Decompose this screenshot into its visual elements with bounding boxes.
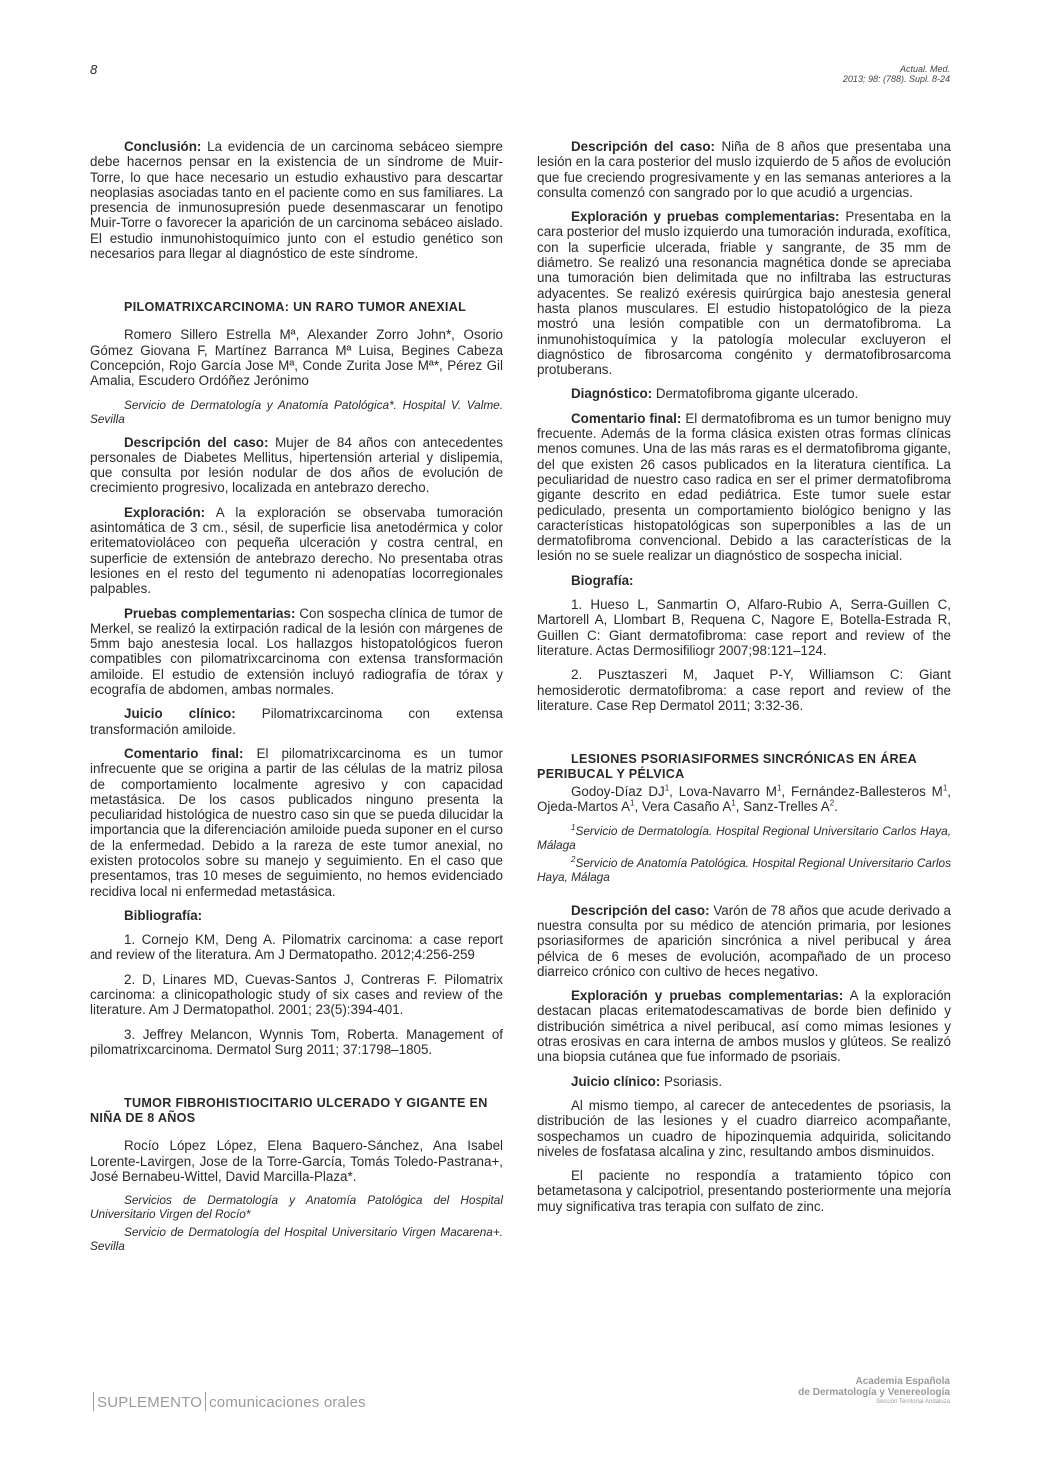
footer-section-label [90,1392,366,1411]
section-text: El pilomatrixcarcinoma es un tumor infrecuente que se origina a partir de las células de la matriz pilosa de comportamiento localmente agresivo y con capacidad metastásica. De los casos publicados ninguno presenta la peculiaridad histológica de nuestro caso sin que se pueda dilucidar la importancia que la diferenciación amiloide pueda suponer en el curso de la enfermedad. Debido a la rareza de este tumor anexial, no existen protocolos sobre su manejo y seguimiento. En el caso que presentamos, tras 10 meses de seguimiento, no hemos evidenciado recidiva local ni enfermedad metastásica. [90,745,503,899]
section-text: Niña de 8 años que presentaba una lesión en la cara posterior del muslo izquierdo de 5 años de evolución que fue creciendo progresivamente y en las semanas anteriores a la consulta comenzó con sangrado por lo que acudió a urgencias. [537,139,952,200]
section-label: Comentario final: [124,745,244,761]
section-label: Pruebas complementarias: [124,605,296,621]
section-label: Exploración: [124,504,206,520]
author: , Ojeda-Martos A [537,784,951,815]
affiliation-sup: 2 [571,854,576,864]
affiliation-text: Servicio de Anatomía Patológica. Hospital Regional Universitario Carlos Haya, Málaga [537,855,951,884]
author-sup: 1 [776,783,782,793]
clinical-judgment [90,706,503,737]
article-affiliation: Servicio de Dermatología y Anatomía Patológica*. Hospital V. Valme. Sevilla [90,397,503,426]
section-text: Psoriasis. [660,1073,723,1089]
article-affiliation: Servicio de Dermatología del Hospital Universitario Virgen Macarena+. Sevilla [90,1225,503,1254]
conclusion-paragraph [90,139,503,261]
section-text: A la exploración destacan placas eritematodescamativas de borde bien definido y distribución simétrica a nivel peribucal, así como mimas lesiones y otras erosivas en cara interna de ambos muslos y glúteos. Se realizó una biopsia cutánea que fue informado de psoriais. [537,988,951,1065]
article-authors: Romero Sillero Estrella Mª, Alexander Zorro John*, Osorio Gómez Giovana F, Martínez Barranca Mª Luisa, Begines Cabeza Concepción, Rojo García Jose Mª, Conde Zurita Jose Mª*, Pérez Gil Amalia, Escudero Ordóñez Jerónimo [90,327,503,389]
reference-item: 1. Hueso L, Sanmartin O, Alfaro-Rubio A, Serra-Guillen C, Martorell A, Llombart B, Requena C, Nagore E, Botella-Estrada R, Guillen C: Giant dermatofibroma: case report and review of the literature. Actas Dermosifiliogr 2007;98:121–124. [537,597,951,658]
reference-item: 2. Pusztaszeri M, Jaquet P-Y, Williamson C: Giant hemosiderotic dermatofibroma: a case report and review of the literature. Case Rep Dermatol 2011; 3:32-36. [537,667,951,713]
case-description [537,139,951,200]
exploration-tests [537,209,951,377]
page-number: 8 [90,62,98,77]
academy-subline: Sección Territorial Andaluza [876,1399,950,1405]
academy-logo [798,1376,950,1407]
section-text: A la exploración se observaba tumoración asintomática de 3 cm., sésil, de superficie lisa anetodérmica y color eritematovioláceo con pequeña ulceración y costra central, en superficie de extensión de antebrazo derecho. No presentaba otras lesiones en el resto del tegumento ni adenopatías locorregionales palpables. [90,504,503,597]
body-paragraph: Al mismo tiempo, al carecer de antecedentes de psoriasis, la distribución de las lesiones y el cuadro diarreico acompañante, sospechamos un cuadro de hipozinquemia adquirida, solicitando niveles de fosfatasa alcalina y zinc, resultando ambos disminuidos. [537,1097,951,1159]
diagnosis [537,386,951,401]
journal-citation [843,64,950,84]
author: Godoy-Díaz DJ [571,784,665,800]
bibliography-heading: Bibliografía: [124,907,203,923]
final-comment [537,411,951,564]
article-title-pilomatrixcarcinoma: PILOMATRIXCARCINOMA: UN RARO TUMOR ANEXIAL [124,300,467,315]
left-column [90,139,503,1262]
footer-section: SUPLEMENTO [97,1394,203,1411]
article-affiliation [537,856,951,884]
clinical-judgment [537,1074,951,1089]
section-label: Exploración y pruebas complementarias: [571,209,840,225]
section-label: Descripción del caso: [571,139,715,154]
reference-item: 2. D, Linares MD, Cuevas-Santos J, Contreras F. Pilomatrix carcinoma: a clinicopathologic study of six cases and review of the literature. Am J Dermatopathol. 2001; 23(5):394-401. [90,971,503,1018]
author: , Fernández-Ballesteros M [781,784,943,800]
reference-item: 3. Jeffrey Melancon, Wynnis Tom, Roberta. Management of pilomatrixcarcinoma. Dermatol Surg 2011; 37:1798–1805. [90,1026,503,1057]
body-paragraph: El paciente no respondía a tratamiento tópico con betametasona y calcipotriol, presentando posteriormente una mejoría muy significativa tras terapia con sulfato de zinc. [537,1168,951,1214]
conclusion-label: Conclusión: [124,139,202,154]
journal-title: Actual. Med. [899,64,950,74]
article-title-psoriasiform-lesions: LESIONES PSORIASIFORMES SINCRÓNICAS EN ÁREA PERIBUCAL Y PÉLVICA [537,752,917,782]
article-title-fibrohistiocytic-tumor: TUMOR FIBROHISTIOCITARIO ULCERADO Y GIGANTE EN NIÑA DE 8 AÑOS [90,1096,488,1126]
section-label: Descripción del caso: [124,434,269,450]
section-text: Mujer de 84 años con antecedentes personales de Diabetes Mellitus, hipertensión arterial y dislipemia, que consulta por lesión nodular de dos años de evolución de crecimiento progresivo, localizada en antebrazo derecho. [90,434,503,496]
author-sup: 1 [664,783,670,793]
section-label: Exploración y pruebas complementarias: [571,988,844,1004]
journal-issue: 2013; 98: (788). Supl. 8-24 [842,74,950,84]
author-sup: 1 [630,798,635,808]
section-text: Presentaba en la cara posterior del muslo izquierdo una tumoración indurada, exofítica, con la superficie ulcerada, friable y sangrante, de 35 mm de diámetro. Se realizó una resonancia magnética donde se apreciaba una tumoración bien delimitada que no infiltraba las estructuras adyacentes. Se realizó exéresis quirúrgica bajo anestesia general hasta planos musculares. El estudio histopatológico de la pieza mostró una lesión compatible con un dermatofibroma. La inmunohistoquímica y la patología molecular excluyeron el diagnóstico de fibrosarcoma congénito y dermatofibrosarcoma protuberans. [537,209,952,378]
final-comment [90,746,503,899]
case-description [90,435,503,496]
right-column [537,139,951,1223]
article-affiliation [537,824,951,852]
author: , Sanz-Trelles A [735,799,830,815]
section-text: El dermatofibroma es un tumor benigno muy frecuente. Además de la forma clásica existen otras formas clínicas menos comunes. Una de las más raras es el dermatofibroma gigante, del que existen 26 casos publicados en la literatura científica. La peculiaridad de nuestro caso radica en ser el primer dermatofibroma gigante descrito en edad pediátrica. Este tumor suele estar pediculado, presenta un comportamiento biológico benigno y las características histopatológicas son superponibles a las de un dermatofibroma convencional. Debido a las características de la lesión no se suele realizar un diagnóstico de sospecha inicial. [537,410,951,564]
section-label: Descripción del caso: [571,902,710,918]
article-authors: Rocío López López, Elena Baquero-Sánchez, Ana Isabel Lorente-Lavirgen, Jose de la Torre-García, Tomás Toledo-Pastrana+, José Bernabeu-Wittel, David Marcilla-Plaza*. [90,1138,503,1184]
author-sup: 1 [731,798,736,808]
case-description [537,903,951,979]
biography-heading: Biografía: [571,572,634,588]
exploration [90,505,503,597]
section-label: Comentario final: [571,410,682,426]
footer-subsection: comunicaciones orales [209,1394,366,1411]
complementary-tests [90,606,503,698]
article-authors [537,784,951,815]
author-sup: 1 [942,783,948,793]
author: , Lova-Navarro M [669,784,777,800]
section-text: Varón de 78 años que acude derivado a nuestra consulta por su médico de atención primaria, por lesiones psoriasiformes de aparición sincrónica a nivel peribucal y área pélvica de 6 meses de evolución, acompañado de un proceso diarreico crónico con cultivo de heces negativo. [537,902,951,979]
conclusion-text: La evidencia de un carcinoma sebáceo siempre debe hacernos pensar en la existencia de un síndrome de Muir-Torre, lo que hace necesario un estudio exhaustivo para descartar neoplasias asociadas tanto en el paciente como en sus familiares. La presencia de inmunosupresión puede desenmascarar un fenotipo Muir-Torre o favorecer la aparición de un carcinoma sebáceo aislado. El estudio inmunohistoquímico junto con el estudio genético son necesarios para llegar al diagnóstico de este síndrome. [90,139,503,262]
section-label: Juicio clínico: [124,706,236,722]
section-label: Juicio clínico: [571,1073,661,1089]
reference-item: 1. Cornejo KM, Deng A. Pilomatrix carcinoma: a case report and review of the literatura. Am J Dermatopatho. 2012;4:256-259 [90,932,503,963]
section-text: Dermatofibroma gigante ulcerado. [652,386,859,402]
section-text: Pilomatrixcarcinoma con extensa transformación amiloide. [90,706,503,737]
article-affiliation: Servicios de Dermatología y Anatomía Patológica del Hospital Universitario Virgen del Rocío* [90,1193,503,1222]
section-text: Con sospecha clínica de tumor de Merkel, se realizó la extirpación radical de la lesión con márgenes de 5mm bajo anestesia local. Los hallazgos histopatológicos fueron compatibles con pilomatrixcarcinoma con extensa transformación amiloide. El estudio de extensión incluyó radiografía de tórax y ecografía de abdomen, ambas normales. [90,605,503,698]
affiliation-sup: 1 [571,822,576,832]
section-label: Diagnóstico: [571,386,653,402]
affiliation-text: Servicio de Dermatología. Hospital Regional Universitario Carlos Haya, Málaga [537,823,951,852]
author: . [834,799,838,815]
academy-line: de Dermatología y Venereología [798,1387,950,1398]
exploration-tests [537,988,951,1064]
author: , Vera Casaño A [634,799,732,815]
author-sup: 2 [829,798,835,808]
academy-line: Academia Española [855,1376,950,1387]
